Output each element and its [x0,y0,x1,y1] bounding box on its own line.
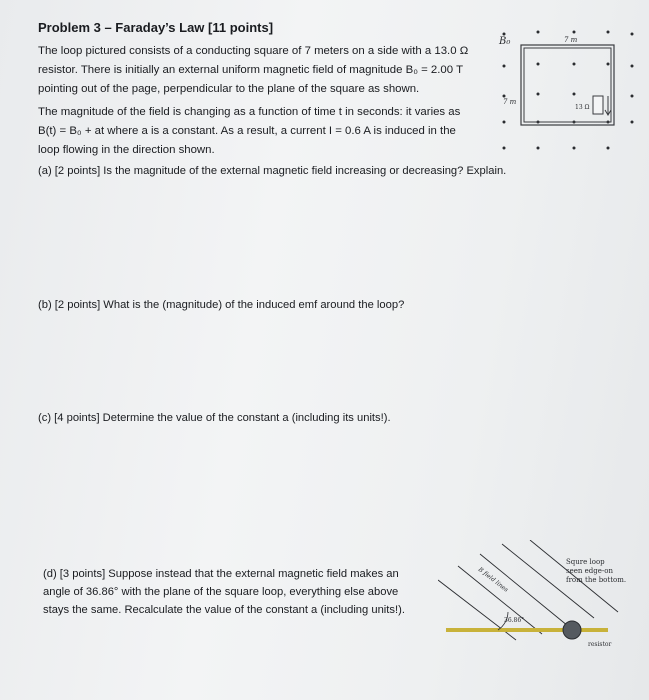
resistor-dot [563,621,581,639]
problem-line-6: loop flowing in the direction shown. [38,144,215,156]
field-lines-label: B field lines [476,566,510,594]
side-label-top: 7 m [564,36,578,44]
problem-line-1: The loop pictured consists of a conducting square of 7 meters on a side with a 13.0 Ω [38,45,469,57]
loop-diagram-top [490,18,640,158]
problem-line-4: The magnitude of the field is changing as a function of time t in seconds: it varies as [38,106,461,118]
loop-note-line-3: from the bottom. [566,576,627,584]
question-d-line-2: angle of 36.86° with the plane of the square loop, everything else above [43,586,399,598]
field-label: B₀ [499,36,511,47]
question-b: (b) [2 points] What is the (magnitude) of the induced emf around the loop? [38,299,405,311]
angle-label: 36.86° [504,617,525,624]
problem-title: Problem 3 – Faraday’s Law [11 points] [38,20,274,35]
loop-diagram-svg [490,18,640,158]
field-lines [438,540,618,640]
resistor-symbol [593,96,603,114]
loop-note-line-2: seen edge-on [566,567,613,575]
question-c: (c) [4 points] Determine the value of the constant a (including its units!). [38,412,391,424]
question-d-line-1: (d) [3 points] Suppose instead that the external magnetic field makes an [43,568,399,580]
problem-line-5: B(t) = B₀ + at where a is a constant. As a result, a current I = 0.6 A is induced in the [38,125,456,137]
loop-diagram-bottom [438,540,638,660]
loop-note-line-1: Squre loop [566,558,605,566]
resistor-label: 13 Ω [575,104,590,111]
side-label-left: 7 m [503,98,517,106]
problem-line-2: resistor. There is initially an external uniform magnetic field of magnitude B₀ = 2.00 T [38,64,464,76]
resistor-note: resistor [588,641,612,648]
problem-line-3: pointing out of the page, perpendicular to the plane of the square as shown. [38,83,420,95]
edge-on-diagram-svg [438,540,638,660]
question-d-line-3: stays the same. Recalculate the value of the constant a (including units!). [43,604,405,616]
question-a: (a) [2 points] Is the magnitude of the external magnetic field increasing or decreasing? Explain. [38,165,507,177]
